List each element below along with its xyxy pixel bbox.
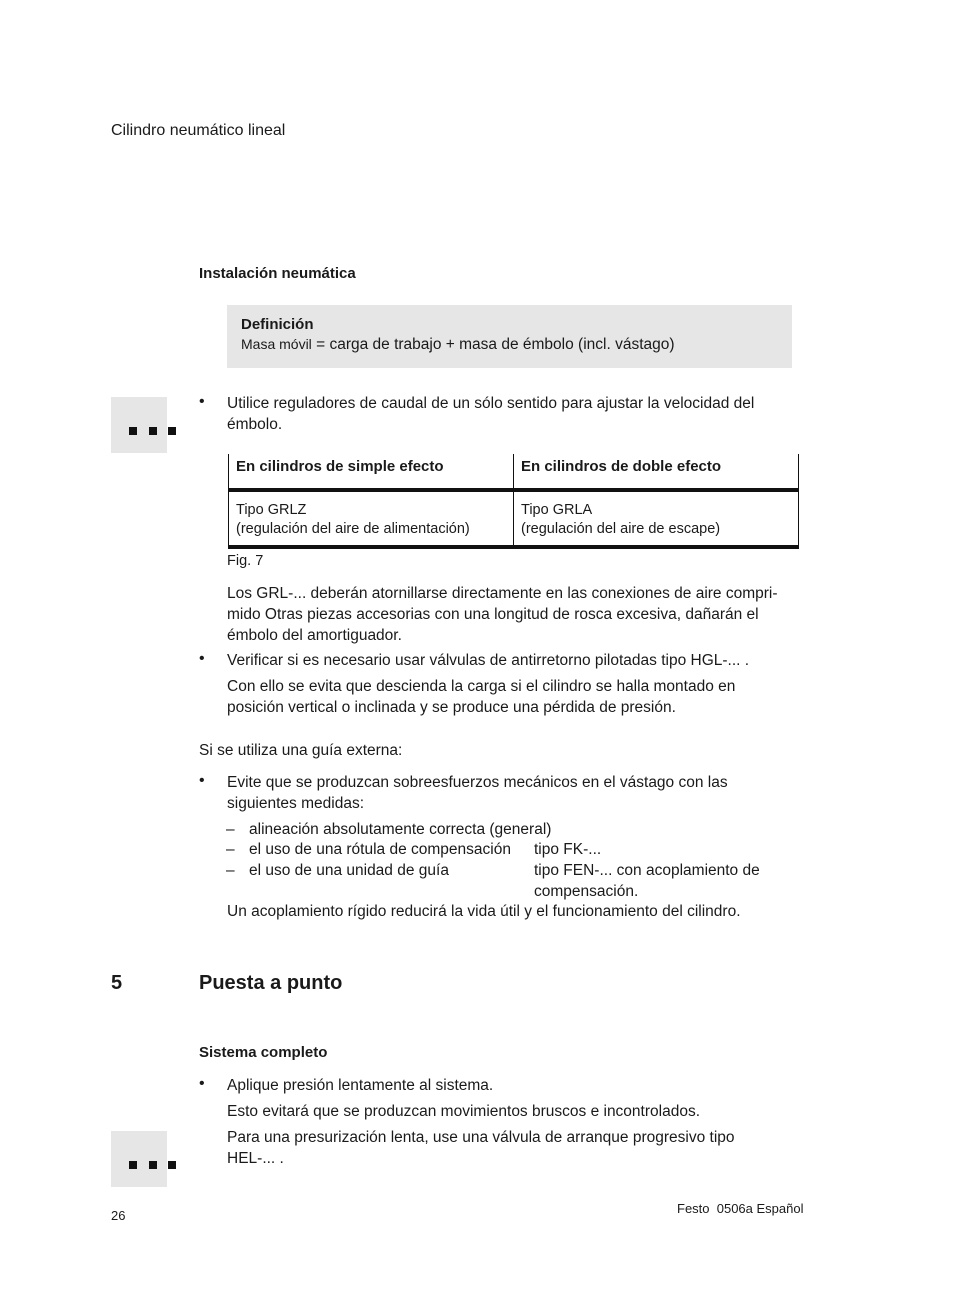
definition-box (227, 305, 792, 368)
table-cell-simple (229, 490, 514, 547)
table-header-double: En cilindros de doble efecto (514, 454, 799, 490)
note-square (129, 1161, 137, 1169)
note-icon (111, 1131, 167, 1187)
note-square (168, 1161, 176, 1169)
cell-type: Tipo GRLZ (236, 502, 307, 518)
definition-term: Masa móvil (241, 336, 312, 352)
dash-symbol: – (226, 862, 235, 879)
chapter-number: 5 (111, 972, 123, 994)
external-guide-intro: Si se utiliza una guía externa: (199, 742, 403, 759)
bullet-text-pressure: Aplique presión lentamente al sistema. (227, 1077, 494, 1094)
figure-caption: Fig. 7 (227, 553, 264, 569)
note-icon (111, 397, 167, 453)
note-square (149, 427, 157, 435)
dash-symbol: – (226, 821, 235, 838)
section-heading-pneumatic: Instalación neumática (199, 265, 356, 282)
footer-doc-id: Festo 0506a Español (677, 1201, 804, 1216)
dash-item-guide-type: tipo FEN-... con acoplamiento de compensación. (534, 862, 760, 900)
cell-type: Tipo GRLA (521, 502, 593, 518)
definition-formula: = carga de trabajo + masa de émbolo (incl. vástago) (311, 336, 675, 353)
dash-item-guide: el uso de una unidad de guía (249, 862, 449, 879)
chapter-title: Puesta a punto (199, 972, 343, 994)
section-heading-system: Sistema completo (199, 1044, 328, 1061)
bullet-symbol: • (199, 772, 205, 789)
dash-item-rotula-type: tipo FK-... (534, 841, 602, 858)
bullet-symbol: • (199, 393, 205, 410)
table-header-simple: En cilindros de simple efecto (229, 454, 514, 490)
table-row (229, 490, 799, 547)
page-number: 26 (111, 1208, 126, 1223)
paragraph-soft-start: Para una presurización lenta, use una válvula de arranque progresivo tipo HEL-... . (227, 1129, 735, 1167)
table-cell-double (514, 490, 799, 547)
definition-title: Definición (241, 316, 314, 333)
paragraph-load: Con ello se evita que descienda la carga si el cilindro se halla montado en posición vertical o inclinada y se produce una pérdida de presión. (227, 678, 736, 716)
dash-symbol: – (226, 841, 235, 858)
note-square (129, 427, 137, 435)
paragraph-avoid-movements: Esto evitará que se produzcan movimientos bruscos e incontrolados. (227, 1103, 700, 1120)
dash-item-alignment: alineación absolutamente correcta (general) (249, 821, 552, 838)
bullet-symbol: • (199, 1075, 205, 1092)
bullet-symbol: • (199, 650, 205, 667)
cell-desc: (regulación del aire de alimentación) (236, 521, 470, 537)
table-header-row (229, 454, 799, 490)
bullet-text-regulators: Utilice reguladores de caudal de un sólo sentido para ajustar la velocidad del émbolo. (227, 395, 755, 433)
bullet-text-check-valves: Verificar si es necesario usar válvulas de antirretorno pilotadas tipo HGL-... . (227, 652, 750, 669)
note-square (168, 427, 176, 435)
definition-text (241, 336, 675, 354)
paragraph-rigid-coupling: Un acoplamiento rígido reducirá la vida útil y el funcionamiento del cilindro. (227, 903, 741, 920)
dash-item-rotula: el uso de una rótula de compensación (249, 841, 511, 858)
running-header: Cilindro neumático lineal (111, 122, 286, 139)
note-square (149, 1161, 157, 1169)
bullet-text-overload: Evite que se produzcan sobreesfuerzos mecánicos en el vástago con las siguientes medidas: (227, 774, 728, 812)
paragraph-grl: Los GRL-... deberán atornillarse directamente en las conexiones de aire compri-mido Otras piezas accesorias con una longitud de rosca excesiva, dañarán el émbolo del amortiguador. (227, 585, 778, 644)
figure-7-table (228, 454, 799, 549)
cell-desc: (regulación del aire de escape) (521, 521, 721, 537)
